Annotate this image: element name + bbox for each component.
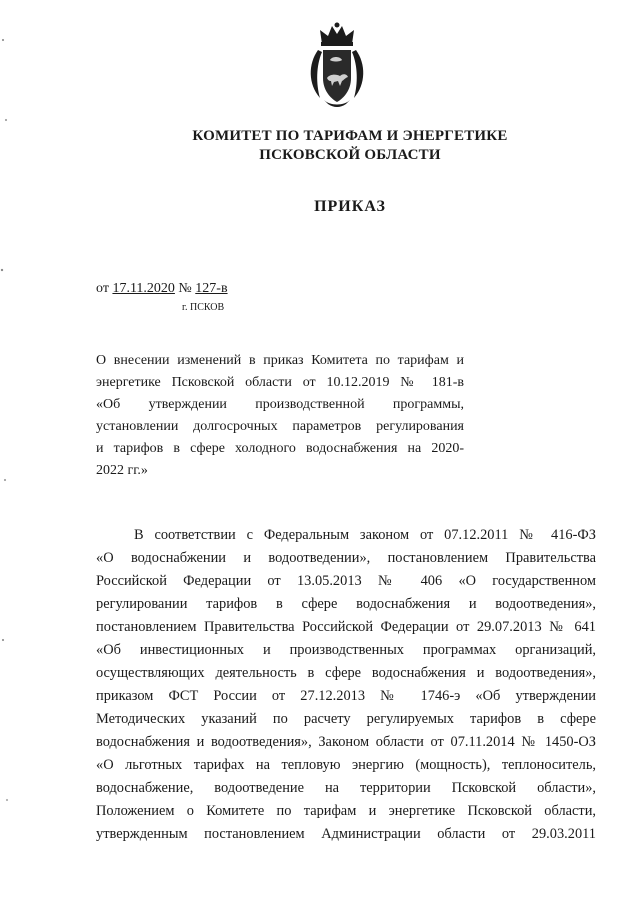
body-line: Методических указаний по расчету регулируемых тарифов в сфере bbox=[96, 711, 596, 727]
body-line: постановлением Правительства Российской Федерации от 29.07.2013 № 641 bbox=[96, 619, 596, 635]
committee-name-line2: ПСКОВСКОЙ ОБЛАСТИ bbox=[259, 147, 441, 163]
subject-line: энергетике Псковской области от 10.12.2019 № 181-в bbox=[96, 375, 464, 390]
committee-name-line1: КОМИТЕТ ПО ТАРИФАМ И ЭНЕРГЕТИКЕ bbox=[192, 128, 508, 144]
city-label: г. ПСКОВ bbox=[182, 302, 225, 313]
body-line: «О водоснабжении и водоотведении», постановлением Правительства bbox=[96, 550, 596, 566]
scan-edge-noise bbox=[0, 0, 12, 905]
subject-line: и тарифов в сфере холодного водоснабжения на 2020- bbox=[96, 441, 464, 456]
body-line: регулировании тарифов в сфере водоснабжения и водоотведения», bbox=[96, 596, 596, 612]
subject-line: О внесении изменений в приказ Комитета по тарифам и bbox=[96, 353, 464, 368]
body-line: Положением о Комитете по тарифам и энергетике Псковской области, bbox=[96, 803, 596, 819]
body-line: «О льготных тарифах на тепловую энергию (мощность), теплоноситель, bbox=[96, 757, 596, 773]
date-prefix: от bbox=[96, 281, 113, 296]
body-line: водоснабжения и водоотведения», Законом области от 07.11.2014 № 1450-ОЗ bbox=[96, 734, 596, 750]
order-date: 17.11.2020 bbox=[112, 281, 175, 296]
number-prefix: № bbox=[174, 281, 196, 296]
order-subject bbox=[96, 350, 464, 482]
subject-line: установлении долгосрочных параметров регулирования bbox=[96, 419, 464, 434]
body-line: водоснабжение, водоотведение на территории Псковской области», bbox=[96, 780, 596, 796]
subject-line: «Об утверждении производственной программы, bbox=[96, 397, 464, 412]
body-line: «Об инвестиционных и производственных программах организаций, bbox=[96, 642, 596, 658]
document-title: ПРИКАЗ bbox=[314, 198, 386, 215]
body-line: В соответствии с Федеральным законом от 07.12.2011 № 416-ФЗ bbox=[134, 527, 596, 543]
order-date-number bbox=[96, 281, 228, 297]
pskov-coat-of-arms-icon bbox=[306, 20, 368, 108]
order-number: 127-в bbox=[195, 281, 228, 296]
body-line: приказом ФСТ России от 27.12.2013 № 1746-э «Об утверждении bbox=[96, 688, 596, 704]
body-line: осуществляющих деятельность в сфере водоснабжения и водоотведения», bbox=[96, 665, 596, 681]
body-line: Российской Федерации от 13.05.2013 № 406 «О государственном bbox=[96, 573, 596, 589]
body-line: утвержденным постановлением Администрации области от 29.03.2011 bbox=[96, 826, 596, 842]
order-body bbox=[96, 524, 596, 846]
subject-line: 2022 гг.» bbox=[96, 463, 148, 478]
